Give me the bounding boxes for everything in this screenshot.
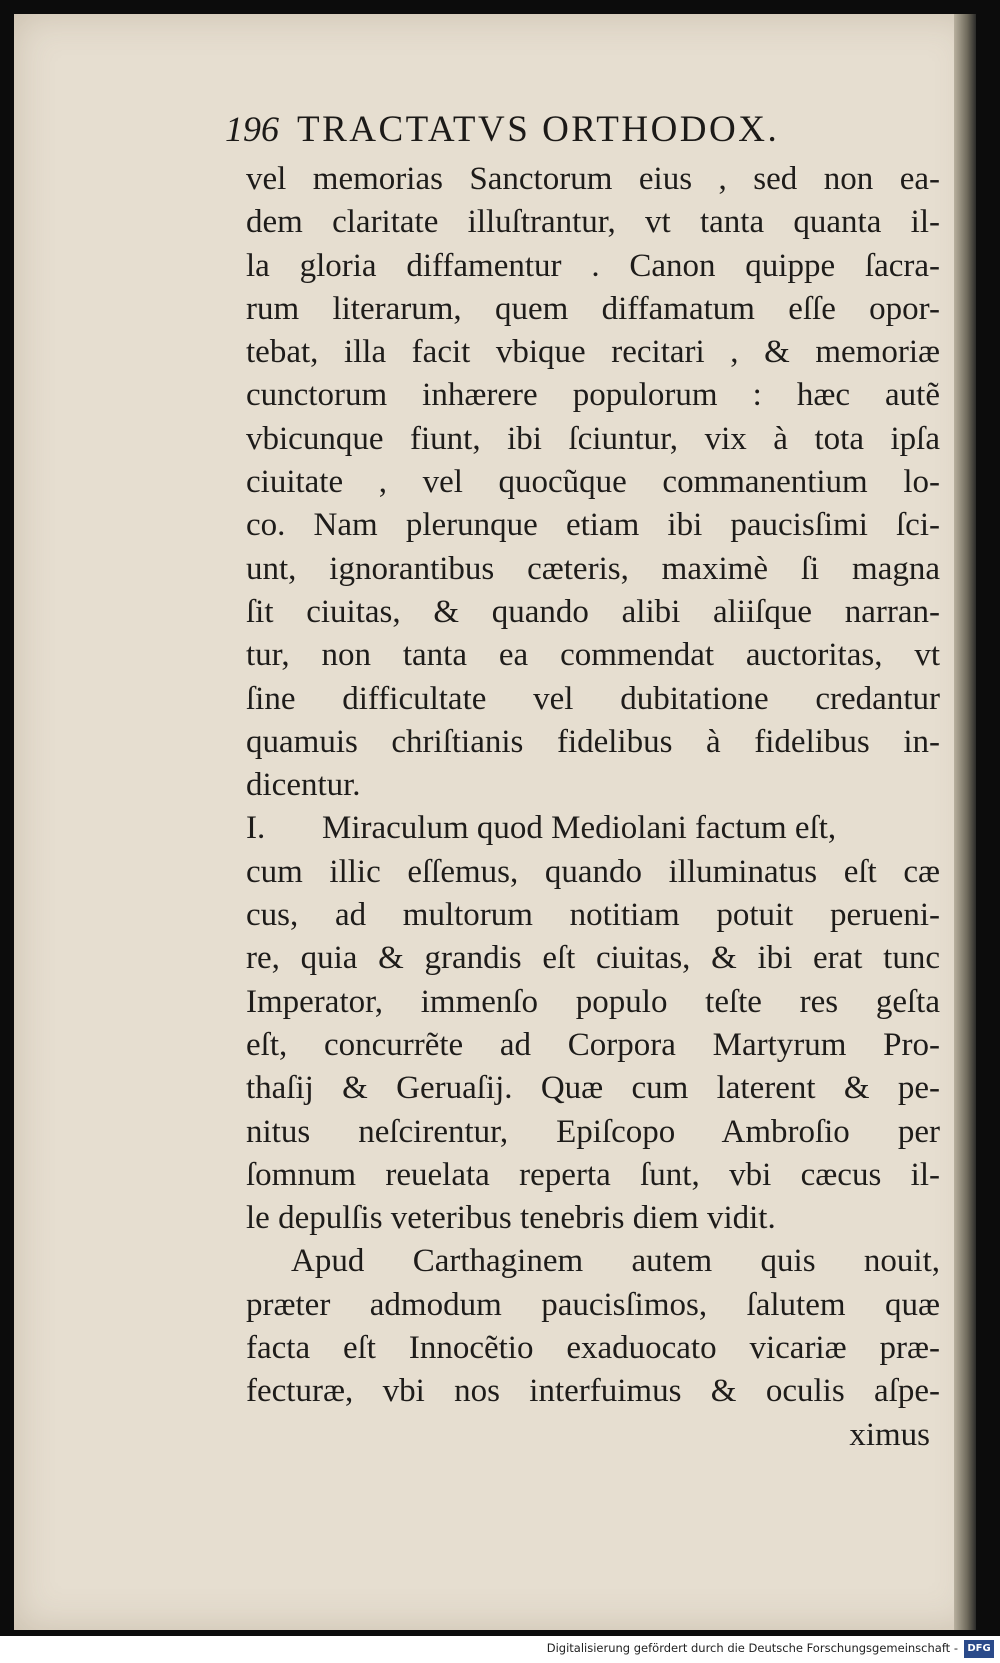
text-line: nitus neſcirentur, Epiſcopo Ambroſio per (246, 1113, 940, 1150)
text-line: re, quia & grandis eſt ciuitas, & ibi erat tunc (246, 940, 940, 977)
page-binding-edge (954, 14, 976, 1630)
paragraph-first-line: Apud Carthaginem autem quis nouit, (291, 1243, 940, 1280)
text-line: ciuitate , vel quocũque commanentium lo- (246, 464, 940, 501)
text-line: co. Nam plerunque etiam ibi paucisſimi ſci- (246, 507, 940, 544)
page-header (225, 108, 945, 160)
text-line: cus, ad multorum notitiam potuit perueni- (246, 897, 940, 934)
text-line: le depulſis veteribus tenebris diem vidit. (246, 1200, 776, 1237)
footer-bar (0, 1636, 1000, 1663)
text-line: fecturæ, vbi nos interfuimus & oculis aſpe- (246, 1373, 940, 1410)
dfg-logo-icon: DFG (964, 1640, 994, 1658)
text-line: vbicunque fiunt, ibi ſciuntur, vix à tota ipſa (246, 420, 940, 457)
text-line: præter admodum paucisſimos, ſalutem quæ (246, 1286, 940, 1323)
text-line: rum literarum, quem diffamatum eſſe opor- (246, 290, 940, 327)
text-line: eſt, concurrẽte ad Corpora Martyrum Pro- (246, 1026, 940, 1063)
text-line: tebat, illa facit vbique recitari , & memoriæ (246, 334, 940, 371)
text-line: thaſij & Geruaſij. Quæ cum laterent & pe- (246, 1070, 940, 1107)
text-line: unt, ignorantibus cæteris, maximè ſi magna (246, 550, 940, 587)
text-line: cum illic eſſemus, quando illuminatus eſt cæ (246, 853, 940, 890)
text-line: ſomnum reuelata reperta ſunt, vbi cæcus il- (246, 1156, 940, 1193)
body-text (246, 158, 940, 1457)
text-line: tur, non tanta ea commendat auctoritas, vt (246, 637, 940, 674)
text-line: cunctorum inhærere populorum : hæc autẽ (246, 377, 940, 414)
text-line: la gloria diffamentur . Canon quippe ſacra- (246, 247, 940, 284)
text-line: quamuis chriſtianis fidelibus à fidelibus in- (246, 723, 940, 760)
section-first-line-text: Miraculum quod Mediolani factum eſt, (322, 810, 837, 847)
text-line: ſit ciuitas, & quando alibi aliiſque narran- (246, 593, 940, 630)
text-line: vel memorias Sanctorum eius , sed non ea- (246, 161, 940, 197)
funding-credit: Digitalisierung gefördert durch die Deutsche Forschungsgemeinschaft - (546, 1641, 958, 1655)
page-number: 196 (225, 109, 279, 149)
text-line: dicentur. (246, 767, 361, 804)
running-head: TRACTATVS ORTHODOX. (297, 109, 780, 150)
section-numeral: I. (246, 810, 266, 847)
text-line: Imperator, immenſo populo teſte res geſta (246, 983, 940, 1020)
text-line: ſine difficultate vel dubitatione credantur (246, 680, 940, 717)
text-line: dem claritate illuſtrantur, vt tanta quanta il- (246, 204, 940, 241)
text-line: facta eſt Innocẽtio exaduocato vicariæ præ- (246, 1330, 940, 1367)
section-first-line (246, 807, 940, 850)
catchword: ximus (849, 1416, 930, 1453)
